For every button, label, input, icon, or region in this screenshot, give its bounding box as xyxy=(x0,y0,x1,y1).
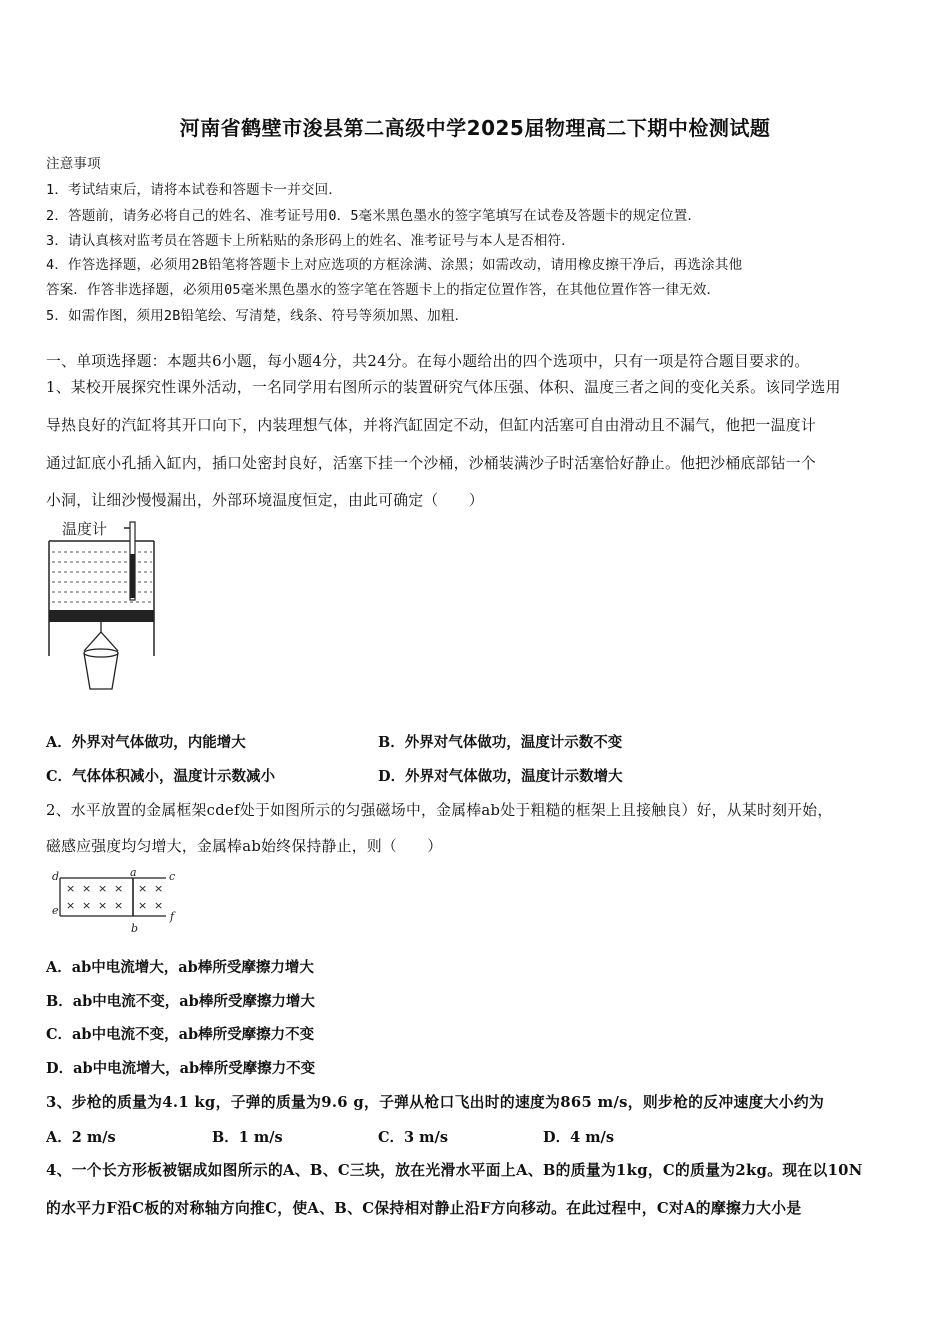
field-mark: × xyxy=(82,882,92,895)
question-4-text: 4、一个长方形板被锯成如图所示的A、B、C三块，放在光滑水平面上A、B的质量为1kg，C的质量为2kg。现在以10N xyxy=(46,1162,863,1179)
option-a[interactable]: A．外界对气体做功，内能增大 xyxy=(46,734,246,751)
option-d[interactable]: D．4 m/s xyxy=(543,1129,615,1146)
question-4-text: 的水平力F沿C板的对称轴方向推C，使A、B、C保持相对静止沿F方向移动。在此过程中，C对A的摩擦力大小是 xyxy=(46,1200,802,1217)
option-d[interactable]: D．外界对气体做功，温度计示数增大 xyxy=(378,768,623,785)
label-c: c xyxy=(169,870,176,883)
field-mark: × xyxy=(98,882,108,895)
notice-item: 2．答题前，请务必将自己的姓名、准考证号用0．5毫米黑色墨水的签字笔填写在试卷及答题卡的规定位置． xyxy=(46,208,702,224)
field-mark: × xyxy=(114,882,124,895)
label-d: d xyxy=(52,870,60,883)
field-mark: × xyxy=(114,899,124,912)
field-mark: × xyxy=(138,882,148,895)
question-1-text: 1、某校开展探究性课外活动，一名同学用右图所示的装置研究气体压强、体积、温度三者之间的变化关系。该同学选用 xyxy=(46,379,841,396)
notice-item: 3．请认真核对监考员在答题卡上所粘贴的条形码上的姓名、准考证号与本人是否相符． xyxy=(46,233,575,249)
option-c[interactable]: C．3 m/s xyxy=(378,1129,448,1146)
option-c[interactable]: C．ab中电流不变，ab棒所受摩擦力不变 xyxy=(46,1026,315,1043)
question-2-text: 磁感应强度均匀增大，金属棒ab始终保持静止，则（ ） xyxy=(46,838,443,855)
option-c[interactable]: C．气体体积减小，温度计示数减小 xyxy=(46,768,276,785)
section-heading: 一、单项选择题：本题共6小题，每小题4分，共24分。在每小题给出的四个选项中，只有一项是符合题目要求的。 xyxy=(46,353,810,370)
frame-figure xyxy=(50,866,190,936)
notice-item: 答案．作答非选择题，必须用05毫米黑色墨水的签字笔在答题卡上的指定位置作答，在其他位置作答一律无效． xyxy=(46,282,721,298)
thermometer-label: 温度计 xyxy=(62,520,108,538)
option-a[interactable]: A．2 m/s xyxy=(46,1129,116,1146)
option-a[interactable]: A．ab中电流增大，ab棒所受摩擦力增大 xyxy=(46,959,314,976)
option-b[interactable]: B．1 m/s xyxy=(212,1129,283,1146)
question-1-text: 导热良好的汽缸将其开口向下，内装理想气体，并将汽缸固定不动，但缸内活塞可自由滑动且不漏气，他把一温度计 xyxy=(46,417,816,434)
label-a: a xyxy=(130,866,137,879)
label-e: e xyxy=(52,904,59,917)
question-1-text: 通过缸底小孔插入缸内，插口处密封良好，活塞下挂一个沙桶，沙桶装满沙子时活塞恰好静止。他把沙桶底部钻一个 xyxy=(46,455,816,472)
question-1-text: 小洞，让细沙慢慢漏出，外部环境温度恒定，由此可确定（ ） xyxy=(46,492,484,509)
option-b[interactable]: B．外界对气体做功，温度计示数不变 xyxy=(378,734,623,751)
notice-heading: 注意事项 xyxy=(46,156,101,172)
field-mark: × xyxy=(154,882,164,895)
option-d[interactable]: D．ab中电流增大，ab棒所受摩擦力不变 xyxy=(46,1060,316,1077)
label-b: b xyxy=(131,922,139,935)
page-title: 河南省鹤壁市浚县第二高级中学2025届物理高二下期中检测试题 xyxy=(179,116,771,140)
notice-item: 1．考试结束后，请将本试卷和答题卡一并交回． xyxy=(46,182,343,198)
option-b[interactable]: B．ab中电流不变，ab棒所受摩擦力增大 xyxy=(46,993,315,1010)
question-3-text: 3、步枪的质量为4.1 kg，子弹的质量为9.6 g，子弹从枪口飞出时的速度为865 m/s，则步枪的反冲速度大小约为 xyxy=(46,1094,825,1111)
question-2-text: 2、水平放置的金属框架cdef处于如图所示的匀强磁场中，金属棒ab处于粗糙的框架上且接触良）好，从某时刻开始， xyxy=(46,802,833,819)
field-mark: × xyxy=(154,899,164,912)
cylinder-figure xyxy=(44,514,174,699)
field-mark: × xyxy=(82,899,92,912)
field-mark: × xyxy=(98,899,108,912)
field-mark: × xyxy=(138,899,148,912)
notice-item: 5．如需作图，须用2B铅笔绘、写清楚，线条、符号等须加黑、加粗． xyxy=(46,308,469,324)
field-mark: × xyxy=(66,899,76,912)
notice-item: 4．作答选择题，必须用2B铅笔将答题卡上对应选项的方框涂满、涂黑；如需改动，请用橡皮擦干净后，再选涂其他 xyxy=(46,257,743,273)
label-f: f xyxy=(170,910,175,923)
field-mark: × xyxy=(66,882,76,895)
